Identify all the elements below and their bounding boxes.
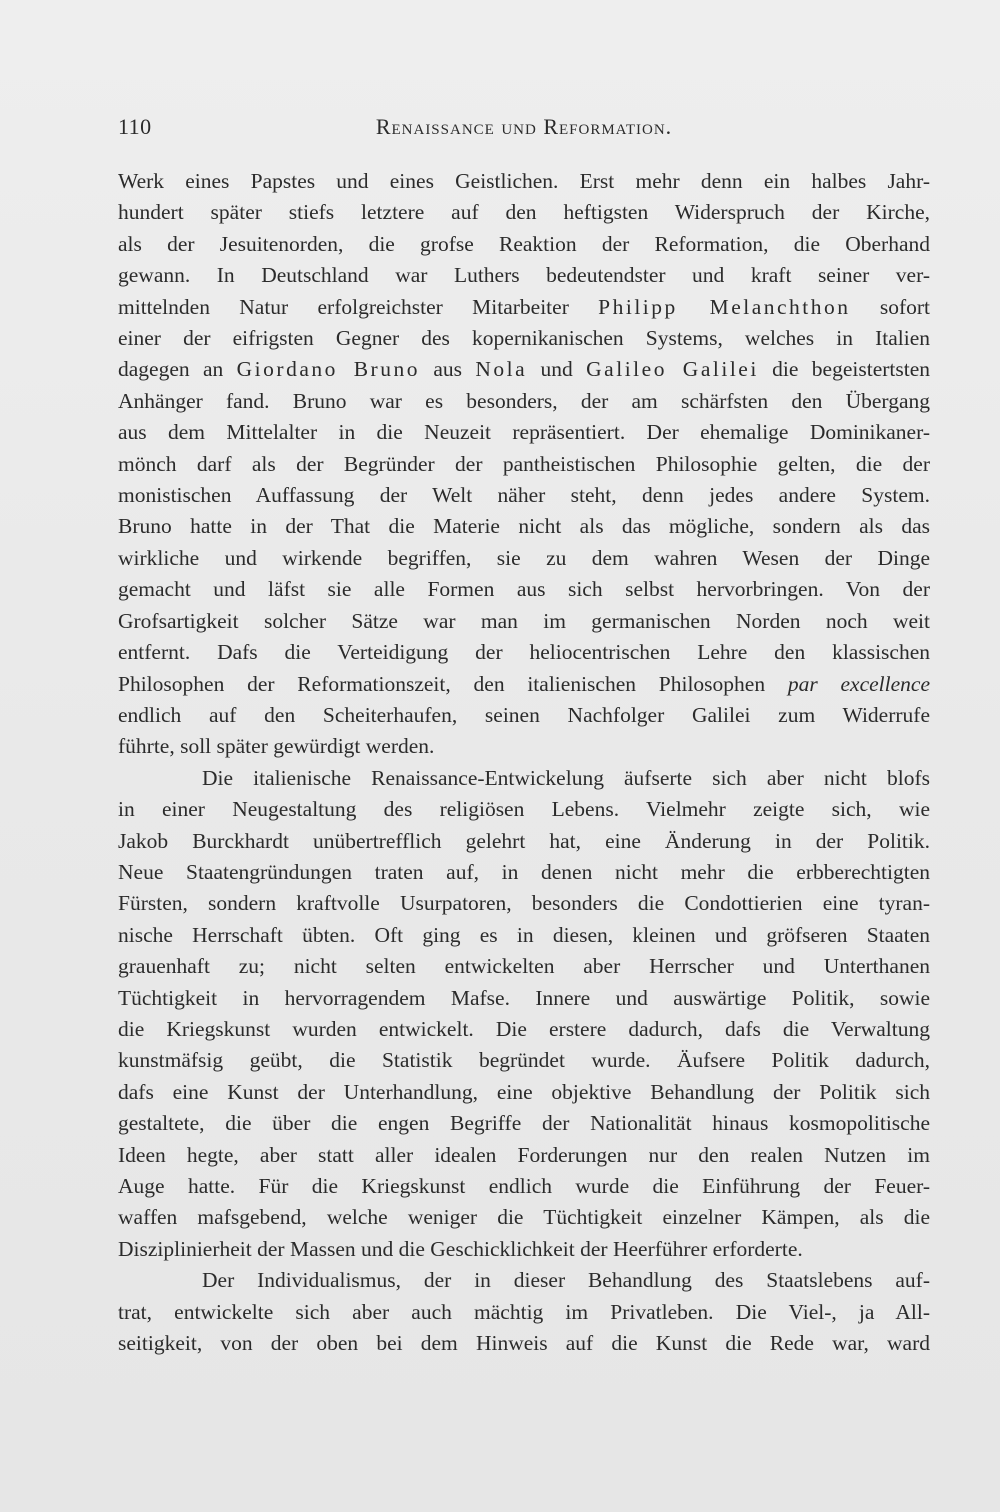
text-line: einer der eifrigsten Gegner des kopernikanischen Systems, welches in Italien <box>118 326 930 351</box>
text-line: kunstmäfsig geübt, die Statistik begründet wurde. Äufsere Politik dadurch, <box>118 1048 930 1073</box>
spaced-name: Philipp Melanchthon <box>598 294 851 319</box>
paragraph-first-line: Der Individualismus, der in dieser Behandlung des Staatslebens auf- <box>202 1268 930 1293</box>
text-line: monistischen Auffassung der Welt näher steht, denn jedes andere System. <box>118 483 930 508</box>
text-line: waffen mafsgebend, welche weniger die Tüchtigkeit einzelner Kämpen, als die <box>118 1205 930 1230</box>
text-line: Fürsten, sondern kraftvolle Usurpatoren, besonders die Condottierien eine tyran- <box>118 891 930 916</box>
text-segment: Philosophen der Reformationszeit, den italienischen Philosophen <box>118 671 788 696</box>
spaced-name: Galileo Galilei <box>586 357 759 382</box>
text-line <box>118 669 930 700</box>
text-line: in einer Neugestaltung des religiösen Lebens. Vielmehr zeigte sich, wie <box>118 797 930 822</box>
text-line: Werk eines Papstes und eines Geistlichen. Erst mehr denn ein halbes Jahr- <box>118 169 930 193</box>
paragraph-end-line: führte, soll später gewürdigt werden. <box>118 734 435 759</box>
paragraph-end-line: Disziplinierheit der Massen und die Geschicklichkeit der Heerführer erforderte. <box>118 1236 803 1261</box>
text-line: die Kriegskunst wurden entwickelt. Die erstere dadurch, dafs die Verwaltung <box>118 1016 930 1041</box>
page-number: 110 <box>118 114 152 139</box>
text-segment: dagegen an <box>118 357 237 382</box>
text-line: endlich auf den Scheiterhaufen, seinen Nachfolger Galilei zum Widerrufe <box>118 702 930 727</box>
text-line: gemacht und läfst sie alle Formen aus sich selbst hervorbringen. Von der <box>118 577 930 602</box>
running-title: Renaissance und Reformation. <box>375 114 673 139</box>
text-line: seitigkeit, von der oben bei dem Hinweis auf die Kunst die Rede war, ward <box>118 1331 930 1356</box>
text-line: wirkliche und wirkende begriffen, sie zu dem wahren Wesen der Dinge <box>118 545 930 570</box>
text-line: Auge hatte. Für die Kriegskunst endlich wurde die Einführung der Feuer- <box>118 1174 930 1198</box>
spaced-name: Nola <box>475 357 528 382</box>
paragraph-first-line: Die italienische Renaissance-Entwickelung äufserte sich aber nicht blofs <box>202 765 930 790</box>
italic-phrase: par excellence <box>787 671 930 696</box>
text-line: aus dem Mittelalter in die Neuzeit repräsentiert. Der ehemalige Dominikaner- <box>118 420 930 445</box>
text-line: Neue Staatengründungen traten auf, in denen nicht mehr die erbberechtigten <box>118 859 930 884</box>
text-line: gewann. In Deutschland war Luthers bedeutendster und kraft seiner ver- <box>118 263 930 288</box>
text-line: entfernt. Dafs die Verteidigung der heliocentrischen Lehre den klassischen <box>118 640 930 665</box>
text-segment: die begeistertsten <box>758 357 931 382</box>
text-segment: aus <box>419 357 476 382</box>
text-line <box>118 354 930 385</box>
text-line: trat, entwickelte sich aber auch mächtig im Privatleben. Die Viel-, ja All- <box>118 1299 930 1324</box>
text-line: Grofsartigkeit solcher Sätze war man im germanischen Norden noch weit <box>118 608 930 633</box>
page-header <box>118 114 930 144</box>
text-line: als der Jesuitenorden, die grofse Reaktion der Reformation, die Oberhand <box>118 231 930 256</box>
body-text <box>118 166 930 1359</box>
text-line <box>118 292 930 323</box>
text-line: Jakob Burckhardt unübertrefflich gelehrt hat, eine Änderung in der Politik. <box>118 828 930 853</box>
text-line: Tüchtigkeit in hervorragendem Mafse. Innere und auswärtige Politik, sowie <box>118 985 930 1010</box>
text-line: Ideen hegte, aber statt aller idealen Forderungen nur den realen Nutzen im <box>118 1142 930 1167</box>
text-line: grauenhaft zu; nicht selten entwickelten aber Herrscher und Unterthanen <box>118 954 930 979</box>
text-line: Bruno hatte in der That die Materie nicht als das mögliche, sondern als das <box>118 514 930 539</box>
text-segment: sofort <box>850 294 930 319</box>
text-line: Anhänger fand. Bruno war es besonders, der am schärfsten den Übergang <box>118 388 930 413</box>
text-line: gestaltete, die über die engen Begriffe der Nationalität hinaus kosmopolitische <box>118 1111 930 1136</box>
text-segment: und <box>527 357 587 382</box>
text-line: dafs eine Kunst der Unterhandlung, eine objektive Behandlung der Politik sich <box>118 1079 930 1104</box>
text-line: nische Herrschaft übten. Oft ging es in diesen, kleinen und gröfseren Staaten <box>118 922 930 947</box>
spaced-name: Giordano Bruno <box>236 357 420 382</box>
text-line: mönch darf als der Begründer der pantheistischen Philosophie gelten, die der <box>118 451 930 476</box>
text-segment: mittelnden Natur erfolgreichster Mitarbeiter <box>118 294 599 319</box>
text-line: hundert später stiefs letztere auf den heftigsten Widerspruch der Kirche, <box>118 200 930 225</box>
